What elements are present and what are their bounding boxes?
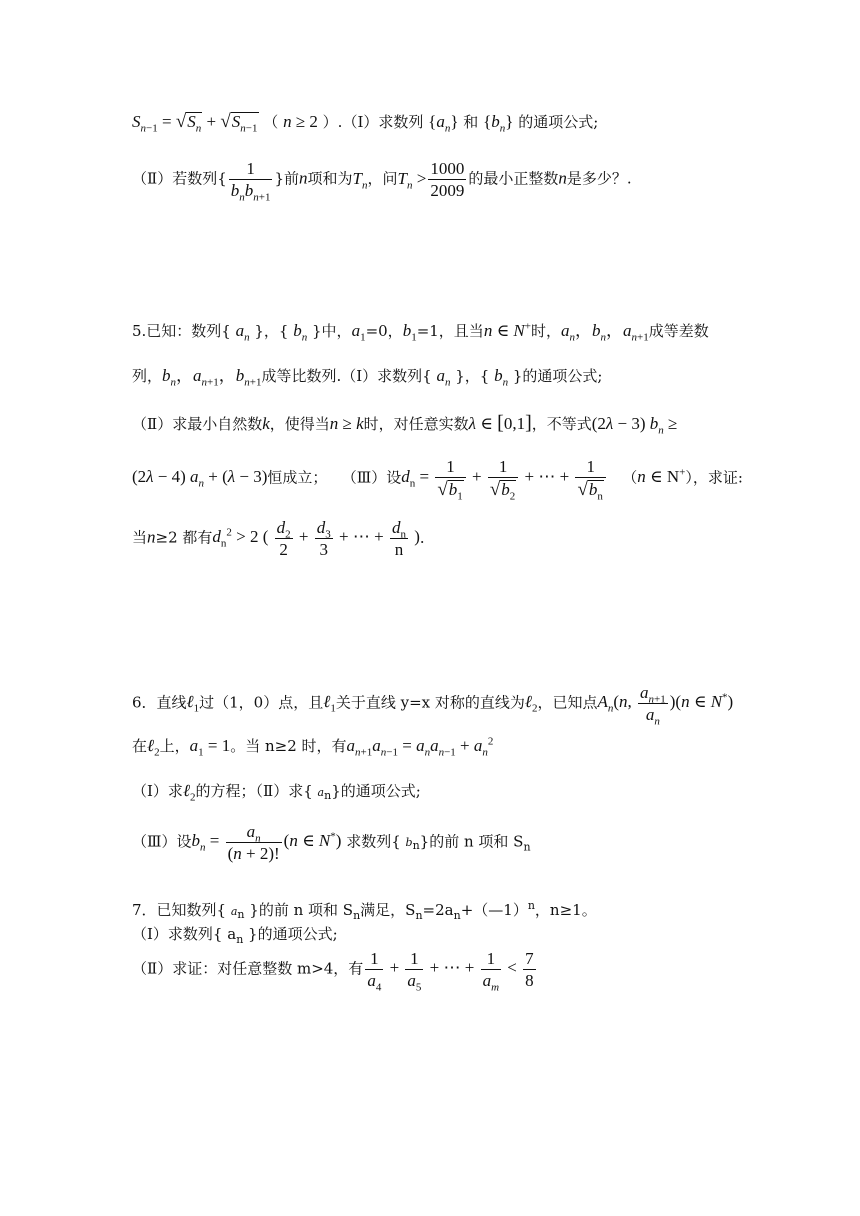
p5-line-4: (2λ − 4) $a_n + (\lambda - 3)$恒成立； （Ⅲ）设$d_n$ = $\frac{1}{√b_1}$ + $\frac{1}{√b_2}$ + ⋯ + $\frac{1}{√b_n}$ （n ∈ N+），求证: xyxy=(132,457,743,503)
set-an: $\{a_n\}$ xyxy=(428,112,459,135)
p5-line-5: 当n≥2 都有$d_n^2 > 2$ ( $\frac{d_2}{2}$ + $\frac{d_3}{3}$ + ⋯ + $\frac{d_n}{n}$ )． xyxy=(132,518,435,559)
p5-text: 列， xyxy=(132,367,163,385)
p5-text: }，{ xyxy=(249,322,294,340)
formula-dn-inequality: $d_n^2 > 2$ ( $\frac{d_2}{2}$ + $\frac{d_3}{3}$ + ⋯ + $\frac{d_n}{n}$ ) xyxy=(212,518,420,559)
formula-s-recursive: $S_{n-1} = √S_n + √S_{n-1}$ xyxy=(132,111,258,135)
p6-text: 关于直线 y=x 对称的直线为 xyxy=(335,693,525,712)
p5-text: =0， xyxy=(365,322,403,340)
p6-text: n xyxy=(523,840,531,854)
p4-part2-f: 是多少？. xyxy=(566,169,632,188)
p5-text: =1，且当 xyxy=(416,322,484,340)
p6-text: （Ⅰ）求 xyxy=(132,782,183,800)
p5-text: ，不等式 xyxy=(531,415,592,433)
p4-line-1 xyxy=(132,111,599,135)
frac-1-over-bnbn1: $\frac{1}{b_nb_{n+1}}$ xyxy=(230,159,271,204)
p5-text: 当 xyxy=(132,528,148,547)
p5-text: 5.已知：数列{ xyxy=(132,322,236,340)
point-An: $A_n(n$, $\frac{a_{n+1}}{a_n}$ )(n ∈ N*) xyxy=(597,683,734,728)
p6-text: 。当 n≥2 时，有 xyxy=(230,737,347,755)
p6-text: ，已知点 xyxy=(537,693,598,712)
p4-cond: n ≥ 2 xyxy=(283,112,318,131)
p7-text: =2a xyxy=(422,901,454,919)
formula-dn: $d_n$ = $\frac{1}{√b_1}$ + $\frac{1}{√b_2}$ + ⋯ + $\frac{1}{√b_n}$ xyxy=(401,467,608,486)
p7-text: }的通项公式; xyxy=(243,925,338,943)
p6-text: 过（1，0）点，且 xyxy=(199,693,324,712)
p6-text: 求数列{ xyxy=(346,832,406,851)
p6-line-4: （Ⅲ）设$b_n$ = $\frac{a_n}{(n + 2)!}$ (n ∈ N*) 求数列{ $b_n$}的前 n 项和 $S_n$ xyxy=(132,822,531,863)
p7-text: ，n≥1。 xyxy=(534,901,597,919)
p7-line-2: （Ⅰ）求数列{ $a_n$ }的通项公式; xyxy=(132,925,338,946)
p5-text: 成等差数 xyxy=(648,322,709,340)
p4-part2-d: ，问 xyxy=(367,169,398,188)
p7-text: （Ⅰ）求数列{ a xyxy=(132,925,237,943)
p4-cond-open: （ xyxy=(263,113,284,131)
p5-text: }的通项公式; xyxy=(508,367,603,385)
p7-line-1: 7．已知数列{ $a_n$ }的前 n 项和 $S_n$满足，$S_n=2a_n+(—1)^n$，n≥1。 xyxy=(132,899,597,922)
p5-line-1: 5.已知：数列{ $a_n$ }，{ $b_n$ }中，$a_1=0$，$b_1=1$，且当n ∈ N+时，$a_n$，$b_n$，$a_{n+1}$成等差数 xyxy=(132,320,709,344)
frac-1000-2009: $\frac{1000}{2009}$ xyxy=(430,159,465,200)
p5-text: 时，对任意实数 xyxy=(363,415,469,433)
p6-line-3: （Ⅰ）求ℓ$_2$的方程；（Ⅱ）求{ $a_n$}的通项公式; xyxy=(132,781,421,804)
formula-reciprocal-sum: $\frac{1}{a_4}$ + $\frac{1}{a_5}$ + ⋯ + $\frac{1}{a_m}$ < $\frac{7}{8}$ xyxy=(367,949,534,994)
p4-line1-tail: ）.（Ⅰ）求数列 xyxy=(317,113,424,131)
p5-text: ≥2 都有 xyxy=(155,528,213,547)
p5-text: }中， xyxy=(307,322,352,340)
p5-text: 恒成立； xyxy=(267,468,328,487)
p4-line-2: （Ⅱ）若数列{ $\frac{1}{b_nb_{n+1}}$ }前n项和为$T_n$，问$T_n$ > $\frac{1000}{2009}$ 的最小正整数n是多少？. xyxy=(132,159,632,204)
p5-text: 时， xyxy=(530,322,561,340)
p4-part2-b: }前 xyxy=(274,169,300,188)
set-bn: $\{b_n\}$ xyxy=(483,112,514,135)
p4-line1-end: 的通项公式; xyxy=(518,113,599,131)
p5-text: ），求证: xyxy=(685,468,743,487)
p7-text: }的前 n 项和 S xyxy=(244,901,354,919)
p7-text: +（—1） xyxy=(460,901,528,919)
p5-line-2: 列，$b_n$，$a_{n+1}$，$b_{n+1}$成等比数列.（Ⅰ）求数列{ $a_n$ }，{ $b_n$ }的通项公式; xyxy=(132,366,603,389)
p5-text: （Ⅲ）设 xyxy=(341,468,402,487)
p4-and: 和 xyxy=(463,113,479,131)
p5-text: （ xyxy=(622,468,638,487)
p7-text: 满足，S xyxy=(360,901,416,919)
formula-bn: $b_n$ = $\frac{a_n}{(n + 2)!}$ (n ∈ N*) xyxy=(191,822,342,863)
p7-text: 7．已知数列{ xyxy=(132,901,231,919)
p6-line-2: 在ℓ$_2$上，$a_1 = 1$。当 n≥2 时，有$a_{n+1}a_{n-1} = a_na_{n-1} + a_n^2$ xyxy=(132,735,494,759)
p5-line-3: （Ⅱ）求最小自然数k，使得当n ≥ k时，对任意实数λ ∈ [0,1]，不等式(2λ − 3) $b_n$ ≥ xyxy=(132,412,678,437)
p6-text: （Ⅲ）设 xyxy=(132,832,192,851)
p5-text: ，使得当 xyxy=(269,415,330,433)
p6-text: 6．直线 xyxy=(132,693,187,712)
p6-text: }的前 n 项和 S xyxy=(419,832,524,851)
p7-line-3 xyxy=(132,949,538,994)
p7-text: （Ⅱ）求证：对任意整数 m>4，有 xyxy=(132,959,364,978)
p6-text: 上， xyxy=(159,737,190,755)
p5-text: ． xyxy=(419,528,435,547)
p6-line-1: 6．直线ℓ$_1$过（1，0）点，且ℓ$_1$关于直线 y=x 对称的直线为ℓ$_2$，已知点$A_n(n$, $\frac{a_{n+1}}{a_n}$ )(n ∈ N*) xyxy=(132,683,734,728)
p5-text: 成等比数列.（Ⅰ）求数列{ xyxy=(261,367,437,385)
p4-part2-c: 项和为 xyxy=(307,169,353,188)
p6-text: 在 xyxy=(132,737,148,755)
p4-part2-e: 的最小正整数 xyxy=(468,169,559,188)
p5-text: （Ⅱ）求最小自然数 xyxy=(132,415,263,433)
p4-part2-a: （Ⅱ）若数列{ xyxy=(132,169,227,188)
p5-text: }，{ xyxy=(450,367,495,385)
p6-text: }的通项公式; xyxy=(331,782,421,800)
p6-text: 的方程；（Ⅱ）求{ xyxy=(195,782,318,800)
